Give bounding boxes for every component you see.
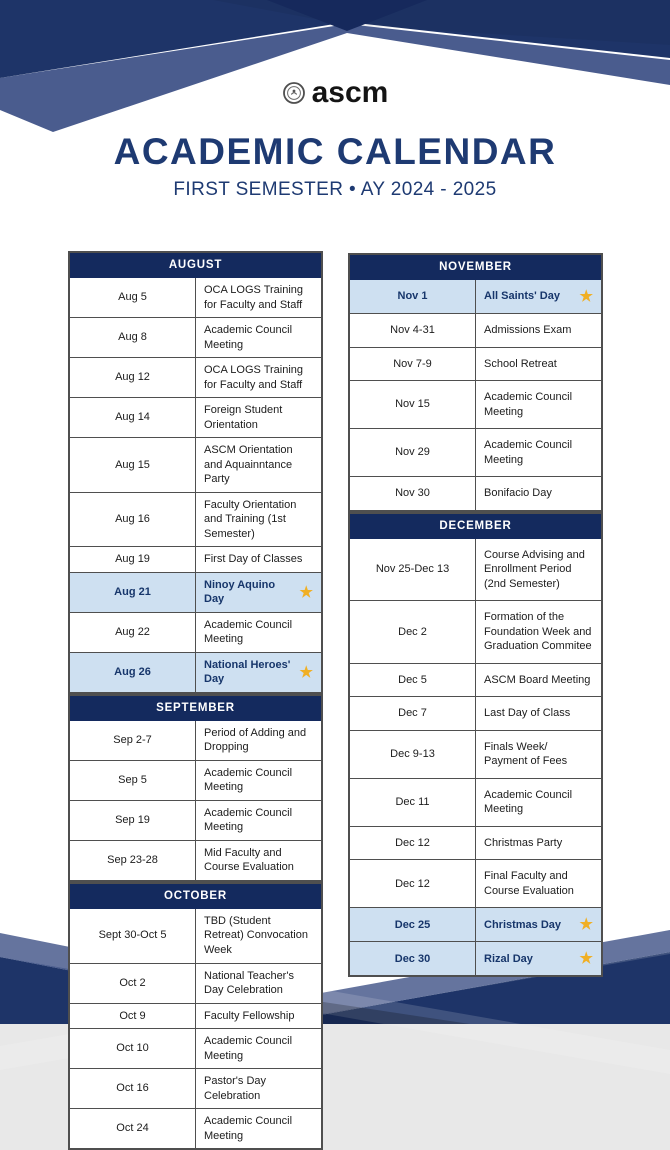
event-date: Dec 5 <box>349 663 476 697</box>
event-date: Oct 24 <box>69 1109 196 1150</box>
page-subtitle: FIRST SEMESTER • AY 2024 - 2025 <box>173 179 497 200</box>
event-title: ASCM Board Meeting <box>484 673 591 686</box>
month-table <box>348 253 603 512</box>
event-date: Dec 7 <box>349 697 476 731</box>
event-date: Aug 16 <box>69 492 196 547</box>
event-date: Oct 2 <box>69 963 196 1003</box>
calendar-row <box>349 429 602 477</box>
event-title: Course Advising and Enrollment Period (2nd Semester) <box>484 548 585 590</box>
star-icon: ★ <box>579 288 593 305</box>
event-title: Bonifacio Day <box>484 487 552 500</box>
event-date: Dec 12 <box>349 860 476 908</box>
calendar-row <box>69 398 322 438</box>
event-date: Dec 2 <box>349 601 476 664</box>
calendar-row <box>349 477 602 511</box>
event-title: Finals Week/ Payment of Fees <box>484 740 568 768</box>
calendar-row <box>69 1003 322 1029</box>
month-table <box>348 512 603 978</box>
event-date: Dec 9-13 <box>349 730 476 778</box>
calendar-row <box>69 612 322 652</box>
event-title: Academic Council Meeting <box>204 324 293 351</box>
month-header: SEPTEMBER <box>69 695 322 721</box>
event-date: Aug 21 <box>69 572 196 612</box>
event-title: Foreign Student Orientation <box>204 404 283 431</box>
school-seal-icon <box>282 81 306 105</box>
event-title: TBD (Student Retreat) Convocation Week <box>204 914 308 956</box>
event-date: Sept 30-Oct 5 <box>69 908 196 963</box>
page-title: ACADEMIC CALENDAR <box>113 131 557 172</box>
star-icon: ★ <box>299 663 313 681</box>
calendar-row <box>69 358 322 398</box>
month-header: NOVEMBER <box>349 254 602 280</box>
calendar-row <box>349 908 602 942</box>
event-date: Nov 29 <box>349 429 476 477</box>
event-title: Mid Faculty and Course Evaluation <box>204 846 294 874</box>
event-title: Academic Council Meeting <box>484 439 573 466</box>
event-title: National Heroes' Day <box>204 658 291 686</box>
event-title: First Day of Classes <box>204 553 303 566</box>
event-title: Faculty Orientation and Training (1st Semester) <box>204 498 297 540</box>
event-title: Academic Council Meeting <box>204 1115 293 1142</box>
calendar-row <box>349 663 602 697</box>
event-title: Academic Council Meeting <box>484 788 573 816</box>
calendar-row <box>69 572 322 612</box>
month-header: OCTOBER <box>69 883 322 909</box>
event-date: Nov 4-31 <box>349 314 476 348</box>
event-title: Faculty Fellowship <box>204 1009 295 1022</box>
calendar-column-left <box>68 251 323 1150</box>
calendar-row <box>69 318 322 358</box>
event-date: Nov 1 <box>349 280 476 314</box>
calendar-row <box>349 778 602 826</box>
event-title: Academic Council Meeting <box>204 1035 293 1062</box>
calendar-row <box>349 601 602 664</box>
event-date: Aug 5 <box>69 278 196 318</box>
calendar-row <box>69 278 322 318</box>
event-title: Final Faculty and Course Evaluation <box>484 870 574 897</box>
calendar-row <box>69 1029 322 1069</box>
calendar-row <box>349 860 602 908</box>
calendar-row <box>349 942 602 977</box>
event-date: Aug 15 <box>69 438 196 493</box>
event-date: Oct 16 <box>69 1069 196 1109</box>
event-title: Christmas Party <box>484 836 563 849</box>
event-title: All Saints' Day <box>484 290 560 303</box>
star-icon: ★ <box>579 916 593 934</box>
calendar-row <box>69 760 322 800</box>
event-title: Ninoy Aquino Day <box>204 578 276 606</box>
calendar-column-right <box>348 253 603 977</box>
month-header: AUGUST <box>69 252 322 278</box>
event-title: ASCM Orientation and Aquainntance Party <box>204 444 293 486</box>
event-date: Aug 14 <box>69 398 196 438</box>
event-title: Rizal Day <box>484 952 533 965</box>
event-date: Dec 11 <box>349 778 476 826</box>
event-title: Academic Council Meeting <box>204 618 293 646</box>
star-icon: ★ <box>299 583 313 601</box>
top-banner-decoration <box>0 0 670 132</box>
calendar-row <box>69 720 322 760</box>
calendar-row <box>349 280 602 314</box>
event-title: Period of Adding and Dropping <box>204 726 307 754</box>
event-title: Christmas Day <box>484 918 562 931</box>
event-date: Sep 5 <box>69 760 196 800</box>
calendar-row <box>349 697 602 731</box>
calendar-row <box>349 730 602 778</box>
event-date: Sep 19 <box>69 800 196 840</box>
event-date: Dec 25 <box>349 908 476 942</box>
event-date: Dec 12 <box>349 826 476 860</box>
month-table <box>68 882 323 1150</box>
calendar-row <box>349 314 602 348</box>
month-table <box>68 694 323 882</box>
calendar-row <box>69 800 322 840</box>
event-date: Aug 19 <box>69 547 196 573</box>
calendar-row <box>69 840 322 881</box>
event-date: Sep 2-7 <box>69 720 196 760</box>
event-title: Academic Council Meeting <box>204 766 293 794</box>
event-date: Nov 7-9 <box>349 347 476 381</box>
event-title: OCA LOGS Training for Faculty and Staff <box>204 284 304 311</box>
event-title: Admissions Exam <box>484 324 572 336</box>
star-icon: ★ <box>579 950 593 968</box>
event-date: Sep 23-28 <box>69 840 196 881</box>
event-title: Pastor's Day Celebration <box>204 1075 267 1102</box>
calendar-row <box>349 347 602 381</box>
event-title: Academic Council Meeting <box>204 806 293 834</box>
logo <box>0 78 670 108</box>
month-header: DECEMBER <box>349 513 602 539</box>
calendar-row <box>69 652 322 693</box>
calendar-row <box>69 1109 322 1150</box>
event-date: Oct 10 <box>69 1029 196 1069</box>
event-title: School Retreat <box>484 357 557 370</box>
calendar-row <box>69 492 322 547</box>
calendar-row <box>349 826 602 860</box>
event-date: Nov 30 <box>349 477 476 511</box>
event-title: Last Day of Class <box>484 707 571 720</box>
calendar-row <box>349 538 602 601</box>
event-date: Aug 8 <box>69 318 196 358</box>
logo-text: ascm <box>311 76 389 109</box>
event-date: Aug 12 <box>69 358 196 398</box>
event-date: Nov 25-Dec 13 <box>349 538 476 601</box>
event-date: Aug 26 <box>69 652 196 693</box>
event-title: Formation of the Foundation Week and Graduation Commitee <box>484 611 592 653</box>
event-title: Academic Council Meeting <box>484 391 573 418</box>
event-date: Oct 9 <box>69 1003 196 1029</box>
event-title: OCA LOGS Training for Faculty and Staff <box>204 364 304 391</box>
calendar-row <box>69 438 322 493</box>
event-title: National Teacher's Day Celebration <box>204 969 294 997</box>
calendar-row <box>69 908 322 963</box>
calendar-row <box>69 547 322 573</box>
event-date: Nov 15 <box>349 381 476 429</box>
event-date: Aug 22 <box>69 612 196 652</box>
calendar-row <box>69 1069 322 1109</box>
month-table <box>68 251 323 694</box>
calendar-row <box>349 381 602 429</box>
calendar-row <box>69 963 322 1003</box>
event-date: Dec 30 <box>349 942 476 977</box>
